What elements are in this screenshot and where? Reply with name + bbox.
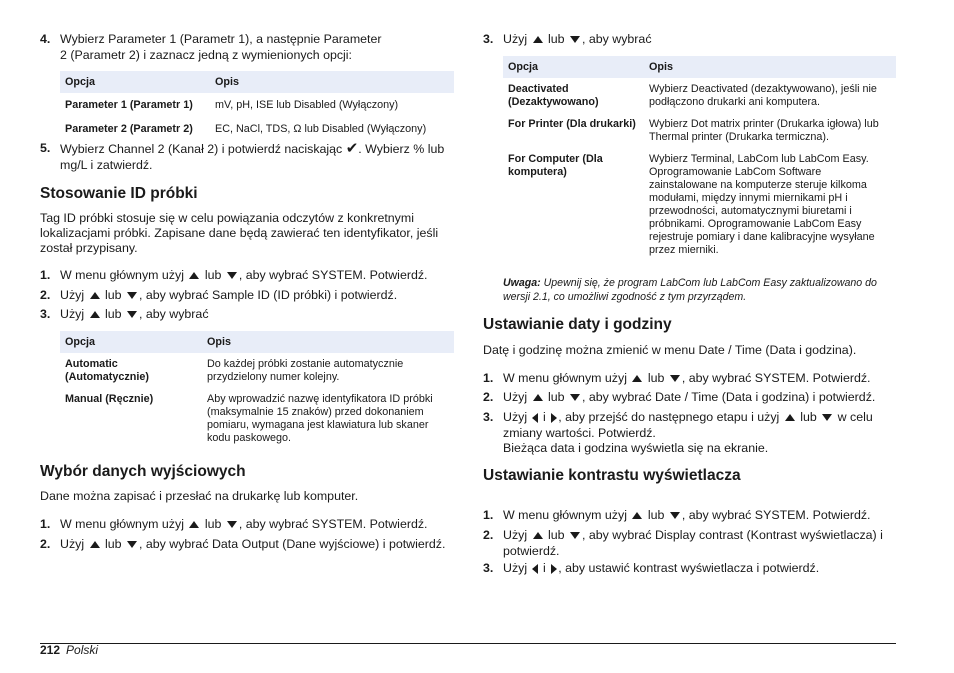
column-header-option: Opcja [60, 331, 202, 353]
up-arrow-icon [189, 272, 199, 279]
option-cell: For Printer (Dla drukarki) [508, 118, 636, 130]
up-arrow-icon [632, 512, 642, 519]
step-text-part: lub [101, 307, 125, 321]
up-arrow-icon [90, 292, 100, 299]
sample-id-options-table [60, 331, 454, 449]
step-text-part: Użyj [503, 561, 531, 575]
option-cell: Parameter 1 (Parametr 1) [65, 99, 193, 111]
down-arrow-icon [127, 311, 137, 318]
page-footer [40, 643, 98, 657]
step-text-part: lub [201, 517, 225, 531]
table-row [503, 148, 896, 261]
step-text: Wybierz Parameter 1 (Parametr 1), a następnie Parameter 2 (Parametr 2) i zaznacz jedną z wymienionych opcji: [60, 32, 382, 62]
step-text [503, 390, 896, 406]
checkmark-icon: ✔ [345, 140, 359, 157]
step-4 [40, 32, 454, 63]
step-text-part: lub [544, 32, 568, 46]
step-number: 3. [483, 410, 494, 424]
step-text-part: Użyj [503, 410, 531, 424]
down-arrow-icon [570, 532, 580, 539]
step-text [503, 561, 896, 577]
description-cell: Aby wprowadzić nazwę identyfikatora ID próbki (maksymalnie 15 znaków) przed dokonaniem pomiaru, wymagana jest klawiatura lub skaner kodu paskowego. [207, 393, 433, 444]
table-header-row [503, 56, 896, 78]
left-arrow-icon [532, 564, 538, 574]
contrast-step-2 [483, 528, 896, 559]
table-row [60, 93, 454, 117]
description-cell: Wybierz Dot matrix printer (Drukarka igłowa) lub Thermal printer (Drukarka termiczna). [649, 118, 879, 143]
step-number: 4. [40, 32, 51, 46]
description-cell: mV, pH, ISE lub Disabled (Wyłączony) [215, 99, 399, 111]
step-text-part: Użyj [60, 288, 88, 302]
step-text-part: lub [544, 390, 568, 404]
description-cell: EC, NaCl, TDS, Ω lub Disabled (Wyłączony) [215, 123, 427, 135]
option-cell: Parameter 2 (Parametr 2) [65, 123, 193, 135]
step-number: 3. [483, 561, 494, 575]
step-text-part: . Wybierz % lub mg/L i zatwierdź. [60, 142, 445, 172]
up-arrow-icon [90, 541, 100, 548]
right-arrow-icon [551, 413, 557, 423]
down-arrow-icon [127, 292, 137, 299]
step-text-part: , aby wybrać [138, 307, 209, 321]
step-text-part: Użyj [503, 32, 531, 46]
column-header-option: Opcja [503, 56, 644, 78]
right-arrow-icon [551, 564, 557, 574]
page-number: 212 [40, 643, 61, 657]
down-arrow-icon [822, 414, 832, 421]
step-text-part: W menu głównym użyj [503, 371, 631, 385]
column-header-description: Opis [210, 71, 454, 93]
step-number: 2. [483, 390, 494, 404]
step-text [503, 508, 896, 524]
step-text-part: Wybierz Channel 2 (Kanał 2) i potwierdź naciskając [60, 142, 346, 156]
step-text-part: , aby ustawić kontrast wyświetlacza i potwierdź. [558, 561, 820, 575]
step-number: 5. [40, 141, 51, 155]
sample-id-intro: Tag ID próbki stosuje się w celu powiązania odczytów z konkretnymi lokalizacjami próbki. Zapisane dane będą zawierać ten identyfikator, jeśli został przypisany. [40, 211, 439, 255]
section-heading-sample-id: Stosowanie ID próbki [40, 185, 198, 202]
table-row [503, 78, 896, 113]
step-text-part: W menu głównym użyj [60, 268, 188, 282]
data-output-step-1 [40, 517, 454, 533]
down-arrow-icon [570, 36, 580, 43]
step-text [503, 410, 896, 441]
step-text-part: W menu głównym użyj [503, 508, 631, 522]
table-row [503, 113, 896, 148]
step-text-part: , aby wybrać SYSTEM. Potwierdź. [681, 508, 871, 522]
step-text [60, 537, 454, 553]
step-text-part: Użyj [60, 537, 88, 551]
date-time-step-2 [483, 390, 896, 406]
step-text [60, 288, 454, 304]
output-step-3 [483, 32, 896, 48]
option-cell: Automatic (Automatycznie) [65, 358, 149, 383]
down-arrow-icon [570, 394, 580, 401]
up-arrow-icon [533, 532, 543, 539]
step-text-part: , aby wybrać Display contrast (Kontrast wyświetlacza) i potwierdź. [503, 528, 883, 558]
up-arrow-icon [90, 311, 100, 318]
footer-language: Polski [66, 643, 99, 657]
data-output-intro: Dane można zapisać i przesłać na drukarkę lub komputer. [40, 489, 359, 503]
table-row [60, 353, 454, 388]
step-number: 2. [40, 288, 51, 302]
step-number: 1. [483, 371, 494, 385]
step-text-part: Użyj [503, 528, 531, 542]
step-text-part: lub [101, 288, 125, 302]
step-number: 1. [40, 517, 51, 531]
step-text-part: lub [201, 268, 225, 282]
step-text [60, 307, 454, 323]
up-arrow-icon [533, 394, 543, 401]
step-text [503, 32, 896, 48]
left-arrow-icon [532, 413, 538, 423]
step-text-part: W menu głównym użyj [60, 517, 188, 531]
up-arrow-icon [533, 36, 543, 43]
step-text [60, 268, 454, 284]
parameter-options-table [60, 71, 454, 141]
column-header-description: Opis [644, 56, 896, 78]
step-text-part: lub [544, 528, 568, 542]
step-text-part: , aby wybrać Sample ID (ID próbki) i potwierdź. [138, 288, 398, 302]
table-row [60, 117, 454, 141]
description-cell: Do każdej próbki zostanie automatycznie przydzielony numer kolejny. [207, 358, 404, 383]
column-header-option: Opcja [60, 71, 210, 93]
table-header-row [60, 331, 454, 353]
step-text [60, 141, 454, 173]
step-text-part: , aby wybrać [581, 32, 652, 46]
step-text-part: , aby wybrać SYSTEM. Potwierdź. [238, 268, 428, 282]
up-arrow-icon [632, 375, 642, 382]
option-cell: For Computer (Dla komputera) [508, 153, 603, 178]
down-arrow-icon [670, 512, 680, 519]
step-text-part: , aby wybrać SYSTEM. Potwierdź. [681, 371, 871, 385]
step-text-part: i [539, 561, 550, 575]
section-heading-date-time: Ustawianie daty i godziny [483, 316, 672, 333]
contrast-step-1 [483, 508, 896, 524]
data-output-options-table [503, 56, 896, 261]
footer-rule [40, 643, 896, 644]
step-number: 1. [483, 508, 494, 522]
table-header-row [60, 71, 454, 93]
step-number: 3. [483, 32, 494, 46]
step-text [60, 517, 454, 533]
step-number: 2. [483, 528, 494, 542]
section-heading-data-output: Wybór danych wyjściowych [40, 463, 246, 480]
step-text-part: lub [644, 508, 668, 522]
step-5 [40, 141, 454, 173]
date-time-step-3 [483, 410, 896, 457]
step-text-part: , aby przejść do następnego etapu i użyj [558, 410, 783, 424]
down-arrow-icon [227, 521, 237, 528]
contrast-step-3 [483, 561, 896, 577]
step-text-part: Użyj [60, 307, 88, 321]
description-cell: Wybierz Deactivated (dezaktywowano), jeśli nie podłączono drukarki ani komputera. [649, 83, 877, 108]
column-header-description: Opis [202, 331, 454, 353]
option-cell: Deactivated (Dezaktywowano) [508, 83, 599, 108]
down-arrow-icon [670, 375, 680, 382]
step-text [503, 528, 896, 559]
step-text-part: lub [644, 371, 668, 385]
step-text-part: , aby wybrać Data Output (Dane wyjściowe) i potwierdź. [138, 537, 446, 551]
step-result: Bieżąca data i godzina wyświetla się na ekranie. [503, 441, 769, 455]
step-number: 2. [40, 537, 51, 551]
sample-id-step-3 [40, 307, 454, 323]
step-text [503, 371, 896, 387]
step-text-part: lub [101, 537, 125, 551]
sample-id-step-2 [40, 288, 454, 304]
data-output-step-2 [40, 537, 454, 553]
down-arrow-icon [127, 541, 137, 548]
section-heading-display-contrast: Ustawianie kontrastu wyświetlacza [483, 467, 741, 484]
step-text-part: , aby wybrać SYSTEM. Potwierdź. [238, 517, 428, 531]
step-text-part: , aby wybrać Date / Time (Data i godzina) i potwierdź. [581, 390, 876, 404]
step-text-part: w celu zmiany wartości. Potwierdź. [503, 410, 873, 440]
up-arrow-icon [189, 521, 199, 528]
step-text-part: lub [796, 410, 821, 424]
step-text-part: Użyj [503, 390, 531, 404]
sample-id-step-1 [40, 268, 454, 284]
note-labcom-version [503, 276, 896, 304]
option-cell: Manual (Ręcznie) [65, 393, 154, 405]
description-cell: Wybierz Terminal, LabCom lub LabCom Easy. Oprogramowanie LabCom Software zainstalowane na komputerze steruje kilkoma modułami, między innymi miernikami pH i przewodności, automatycznymi biuretami i próbnikami. Oprogramowanie LabCom Easy rejestruje pomiary i dane kalibracyjne wysyłane przez mierniki. [649, 153, 875, 256]
note-text: Upewnij się, że program LabCom lub LabCom Easy zaktualizowano do wersji 2.1, co umożliwi zgodność z tym przyrządem. [503, 277, 877, 303]
down-arrow-icon [227, 272, 237, 279]
up-arrow-icon [785, 414, 795, 421]
table-row [60, 388, 454, 449]
step-number: 1. [40, 268, 51, 282]
step-number: 3. [40, 307, 51, 321]
note-label: Uwaga: [503, 277, 541, 289]
step-text-part: i [539, 410, 550, 424]
date-time-intro: Datę i godzinę można zmienić w menu Date / Time (Data i godzina). [483, 343, 857, 357]
date-time-step-1 [483, 371, 896, 387]
